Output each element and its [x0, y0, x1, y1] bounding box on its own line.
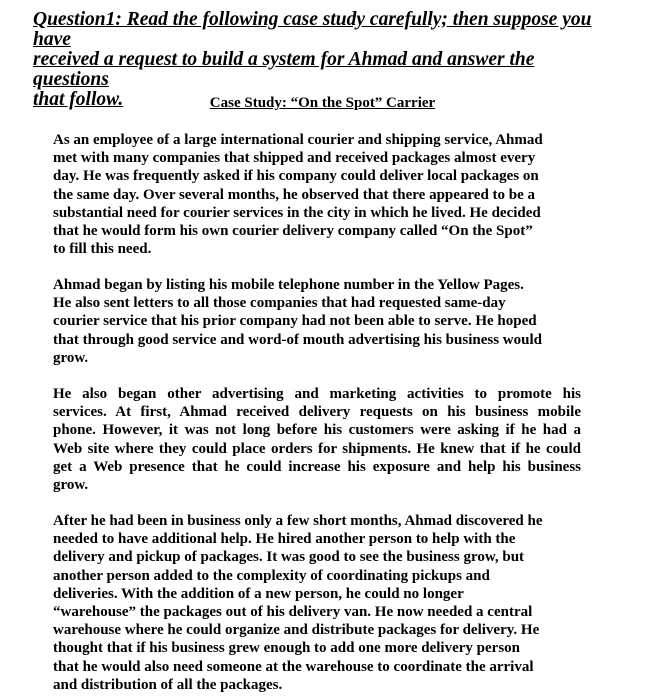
text-line: After he had been in business only a few short months, Ahmad discovered he [53, 513, 543, 529]
text-line: day. He was frequently asked if his company could deliver local packages on [53, 168, 539, 185]
text-line: met with many companies that shipped and received packages almost every [53, 150, 536, 167]
text-line: needed to have additional help. He hired another person to help with the [53, 531, 516, 548]
paragraph-2 [53, 276, 581, 367]
text-line: Web site where they could place orders for shipments. He knew that if he could [53, 440, 581, 457]
case-study-title: Case Study: “On the Spot” Carrier [209, 95, 436, 111]
paragraph-1 [53, 131, 581, 258]
text-line: Ahmad began by listing his mobile telephone number in the Yellow Pages. [53, 277, 524, 293]
paragraph-4 [53, 512, 581, 694]
question-line: that follow. [33, 89, 124, 110]
text-line: He also began other advertising and marketing activities to promote his [53, 386, 581, 402]
text-line: He also sent letters to all those companies that had requested same-day [53, 295, 506, 312]
text-line: grow. [53, 349, 89, 366]
text-line: phone. However, it was not long before his customers were asking if he had a [53, 422, 581, 439]
text-line: that through good service and word-of mouth advertising his business would [53, 331, 542, 348]
text-line: and distribution of all the packages. [53, 676, 283, 693]
paragraph-3 [53, 385, 581, 494]
text-line: get a Web presence that he could increase his exposure and help his business [53, 458, 581, 475]
question-line: received a request to build a system for Ahmad and answer the questions [33, 49, 535, 90]
text-line: delivery and pickup of packages. It was good to see the business grow, but [53, 549, 525, 566]
text-line: that he would form his own courier delivery company called “On the Spot” [53, 223, 533, 240]
text-line: “warehouse” the packages out of his delivery van. He now needed a central [53, 604, 533, 621]
text-line: As an employee of a large international courier and shipping service, Ahmad [53, 132, 543, 148]
question-line: Question1: Read the following case study carefully; then suppose you have [33, 9, 592, 50]
text-line: another person added to the complexity of coordinating pickups and [53, 567, 490, 584]
text-line: the same day. Over several months, he observed that there appeared to be a [53, 186, 536, 203]
text-line: warehouse where he could organize and distribute packages for delivery. He [53, 622, 540, 639]
text-line: grow. [53, 477, 89, 494]
text-line: substantial need for courier services in the city in which he lived. He decided [53, 204, 541, 221]
text-line: courier service that his prior company had not been able to serve. He hoped [53, 313, 537, 330]
text-line: that he would also need someone at the warehouse to coordinate the arrival [53, 658, 534, 675]
text-line: thought that if his business grew enough to add one more delivery person [53, 640, 520, 657]
text-line: to fill this need. [53, 241, 152, 258]
text-line: deliveries. With the addition of a new person, he could no longer [53, 585, 464, 602]
text-line: services. At first, Ahmad received delivery requests on his business mobile [53, 404, 581, 421]
